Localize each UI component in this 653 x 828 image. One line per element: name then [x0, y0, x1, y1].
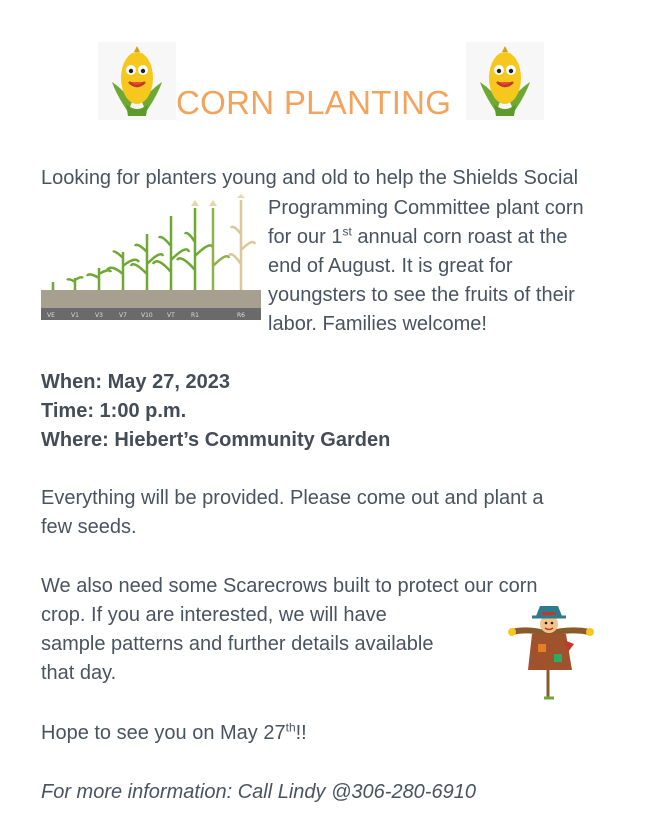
intro-line: labor. Families welcome!: [268, 313, 487, 335]
contact-info: For more information: Call Lindy @306-280-6910: [41, 781, 476, 803]
stage-label: VE: [47, 312, 55, 319]
event-date: When: May 27, 2023: [41, 371, 230, 393]
scarecrow-line: crop. If you are interested, we will have: [41, 604, 387, 626]
corn-growth-stages-image: [41, 194, 261, 324]
page-title: CORN PLANTING: [176, 84, 452, 121]
corn-mascot-icon: [98, 42, 176, 125]
intro-line: for our 1st annual corn roast at the: [268, 224, 568, 248]
stage-label: R6: [237, 312, 245, 319]
stage-label: R1: [191, 312, 199, 319]
closing-line: Hope to see you on May 27th!!: [41, 720, 307, 744]
intro-line: Looking for planters young and old to help the Shields Social: [41, 167, 579, 189]
intro-line: youngsters to see the fruits of their: [268, 284, 575, 306]
event-location: Where: Hiebert’s Community Garden: [41, 429, 391, 451]
intro-line: Programming Committee plant corn: [268, 197, 584, 219]
event-time: Time: 1:00 p.m.: [41, 400, 187, 422]
scarecrow-icon: [508, 604, 594, 700]
stage-label: VT: [167, 312, 175, 319]
scarecrow-line: that day.: [41, 662, 117, 684]
scarecrow-line: sample patterns and further details available: [41, 633, 434, 655]
corn-mascot-icon: [466, 42, 544, 125]
stage-label: V3: [95, 312, 103, 319]
stage-label: V1: [71, 312, 79, 319]
scarecrow-line: We also need some Scarecrows built to protect our corn: [41, 575, 538, 597]
provided-line: few seeds.: [41, 516, 137, 538]
stage-label: V10: [141, 312, 153, 319]
provided-line: Everything will be provided. Please come out and plant a: [41, 487, 544, 509]
intro-line: end of August. It is great for: [268, 255, 513, 277]
stage-label: V7: [119, 312, 127, 319]
